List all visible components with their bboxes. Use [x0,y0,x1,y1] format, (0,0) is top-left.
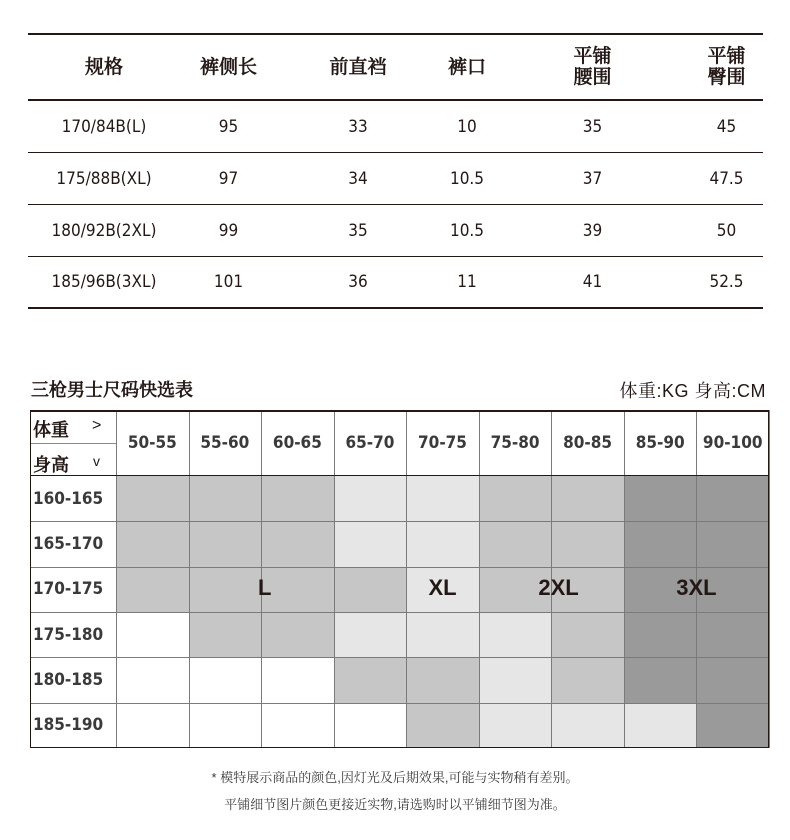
spec-cell: 10.5 [449,168,485,189]
spec-cell: 47.5 [709,168,744,189]
grid-left-line [30,410,31,748]
spec-cell: 185/96B(3XL) [51,272,157,292]
column-divider [769,410,770,748]
size-cell [479,521,552,566]
right-arrow-icon: > [92,417,102,434]
spec-cell: 11 [457,272,477,292]
size-cell [406,476,479,521]
column-divider [116,410,117,748]
height-range-header: 160-165 [33,488,104,509]
spec-header-cell: 平铺 臀围 [707,46,746,88]
spec-row [28,205,763,257]
spec-header-cell: 平铺 腰围 [573,46,612,88]
size-cell [551,657,624,702]
grid-top-line [30,410,769,412]
size-cell [479,657,552,702]
size-cell [624,703,697,748]
size-cell [261,476,334,521]
spec-cell: 99 [218,220,239,241]
size-grid [30,410,769,748]
spec-cell: 180/92B(2XL) [51,220,157,241]
row-divider [30,612,769,613]
size-cell [334,521,407,566]
size-zone-label-3xl: 3XL [676,575,717,601]
weight-range-header: 90-100 [702,433,763,453]
size-cell [189,703,262,748]
row-divider [30,567,769,568]
column-divider [334,410,335,748]
spec-header-cell: 裤侧长 [199,56,257,78]
size-cell [406,612,479,657]
size-cell [334,567,407,612]
weight-range-header: 85-90 [635,433,685,453]
weight-range-header: 60-65 [272,433,322,453]
spec-cell: 37 [582,168,603,189]
spec-header-cell: 前直裆 [329,56,387,78]
height-range-header: 165-170 [33,533,104,554]
spec-cell: 10.5 [449,220,485,241]
size-cell [696,476,769,521]
height-range-header: 175-180 [33,624,104,645]
weight-range-header: 75-80 [490,433,540,453]
size-cell [479,476,552,521]
column-divider [406,410,407,748]
spec-cell: 33 [348,116,368,137]
size-cell [551,703,624,748]
size-cell [116,567,189,612]
spec-cell: 170/84B(L) [61,116,147,137]
size-zone-label-xl: XL [428,575,457,601]
weight-range-header: 65-70 [345,433,395,453]
size-zone-label-l: L [258,575,272,601]
spec-header-cell: 裤口 [447,56,486,78]
spec-row [28,101,763,153]
size-cell [189,521,262,566]
spec-cell: 10 [457,116,477,137]
size-cell [551,476,624,521]
spec-row [28,257,763,309]
spec-row [28,153,763,205]
spec-cell: 45 [716,116,737,137]
size-cell [261,612,334,657]
spec-cell: 97 [218,168,239,189]
down-arrow-icon: v [93,453,100,469]
height-range-header: 180-185 [33,669,104,690]
size-cell [696,612,769,657]
weight-range-header: 50-55 [127,433,177,453]
column-divider [624,410,625,748]
quick-select-title: 三枪男士尺码快选表 [31,380,193,400]
size-cell [479,612,552,657]
height-range-header: 170-175 [33,579,104,600]
height-range-header: 185-190 [33,715,104,736]
spec-cell: 52.5 [709,272,744,292]
size-cell [479,703,552,748]
spec-header-cell: 规格 [84,56,123,78]
footnote-detail: 平铺细节图片颜色更接近实物,请选购时以平铺细节图为准。 [224,797,566,812]
spec-cell: 39 [582,220,603,241]
height-axis-label: 身高 [33,455,69,475]
size-cell [551,612,624,657]
grid-right-line [768,410,769,748]
size-cell [406,521,479,566]
spec-cell: 34 [348,168,368,189]
spec-cell: 175/88B(XL) [56,168,152,189]
size-cell [334,612,407,657]
size-cell [334,476,407,521]
size-cell [189,476,262,521]
units-note: 体重:KG 身高:CM [619,381,766,401]
size-cell [624,657,697,702]
size-cell [116,521,189,566]
size-cell [696,521,769,566]
size-cell [696,703,769,748]
corner-divider [30,443,116,444]
spec-cell: 95 [218,116,239,137]
size-cell [624,521,697,566]
row-divider [30,703,769,704]
size-cell [261,703,334,748]
spec-cell: 36 [348,272,368,292]
size-cell [406,703,479,748]
size-cell [334,657,407,702]
spec-table [28,33,763,309]
size-cell [116,703,189,748]
size-cell [189,657,262,702]
spec-cell: 41 [582,272,603,292]
spec-cell: 50 [716,220,737,241]
size-cell [624,612,697,657]
column-divider [479,410,480,748]
row-divider [30,657,769,658]
spec-cell: 101 [213,272,244,292]
spec-cell: 35 [348,220,368,241]
size-cell [624,476,697,521]
weight-range-header: 80-85 [563,433,613,453]
grid-header-line [30,475,769,476]
size-cell [189,612,262,657]
size-cell [116,612,189,657]
spec-cell: 35 [582,116,603,137]
footnote-color: * 模特展示商品的颜色,因灯光及后期效果,可能与实物稍有差别。 [211,770,579,785]
weight-range-header: 70-75 [418,433,467,453]
size-cell [116,476,189,521]
size-cell [406,657,479,702]
size-zone-label-2xl: 2XL [538,575,579,601]
size-cell [696,657,769,702]
row-divider [30,521,769,522]
grid-bottom-line [30,747,769,748]
size-cell [334,703,407,748]
spec-header-row [28,33,763,101]
weight-axis-label: 体重 [33,420,69,440]
size-cell [261,657,334,702]
column-divider [189,410,190,748]
size-cell [116,657,189,702]
grid-corner [30,410,116,476]
weight-range-header: 55-60 [200,433,250,453]
size-cell [551,521,624,566]
size-cell [261,521,334,566]
